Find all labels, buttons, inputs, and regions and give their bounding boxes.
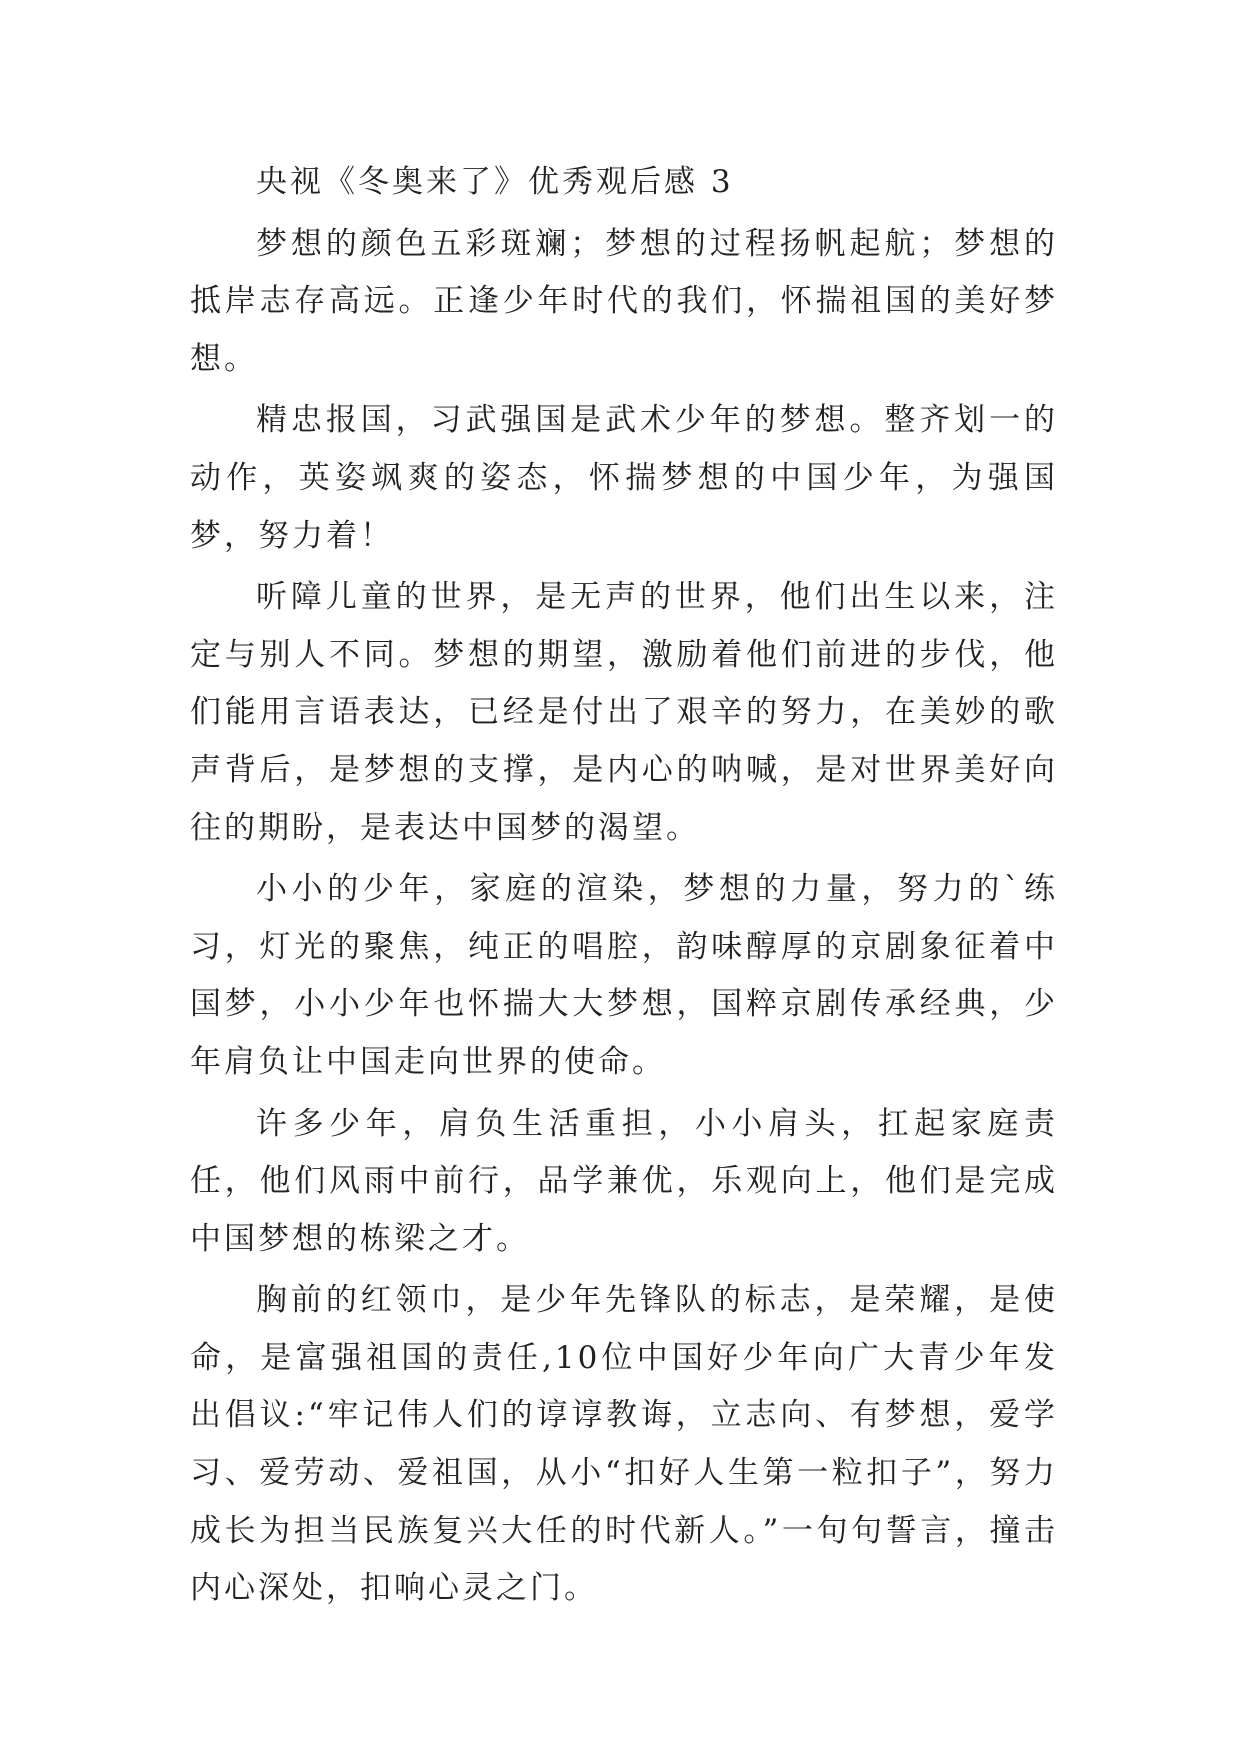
paragraph-5: 许多少年，肩负生活重担，小小肩头，扛起家庭责任，他们风雨中前行，品学兼优，乐观向上，他们是完成中国梦想的栋梁之才。 [190,1105,1058,1257]
paragraph-6: 胸前的红领巾，是少年先锋队的标志，是荣耀，是使命，是富强祖国的责任,10位中国好少年向广大青少年发出倡议:“牢记伟人们的谆谆教诲，立志向、有梦想，爱学习、爱劳动、爱祖国，从小“扣好人生第一粒扣子”，努力成长为担当民族复兴大任的时代新人。”一句句誓言，撞击内心深处，扣响心灵之门。 [190,1282,1058,1607]
paragraph-3: 听障儿童的世界，是无声的世界，他们出生以来，注定与别人不同。梦想的期望，激励着他们前进的步伐，他们能用言语表达，已经是付出了艰辛的努力，在美妙的歌声背后，是梦想的支撑，是内心的呐喊，是对世界美好向往的期盼，是表达中国梦的渴望。 [190,579,1058,846]
paragraph-1: 梦想的颜色五彩斑斓；梦想的过程扬帆起航；梦想的抵岸志存高远。正逢少年时代的我们，怀揣祖国的美好梦想。 [190,225,1058,377]
paragraph-4: 小小的少年，家庭的渲染，梦想的力量，努力的`练习，灯光的聚焦，纯正的唱腔，韵味醇厚的京剧象征着中国梦，小小少年也怀揣大大梦想，国粹京剧传承经典，少年肩负让中国走向世界的使命。 [190,871,1058,1080]
document-body [190,154,1058,1622]
paragraph-2: 精忠报国，习武强国是武术少年的梦想。整齐划一的动作，英姿飒爽的姿态，怀揣梦想的中国少年，为强国梦，努力着！ [190,402,1058,554]
document-title: 央视《冬奥来了》优秀观后感 3 [256,164,734,200]
